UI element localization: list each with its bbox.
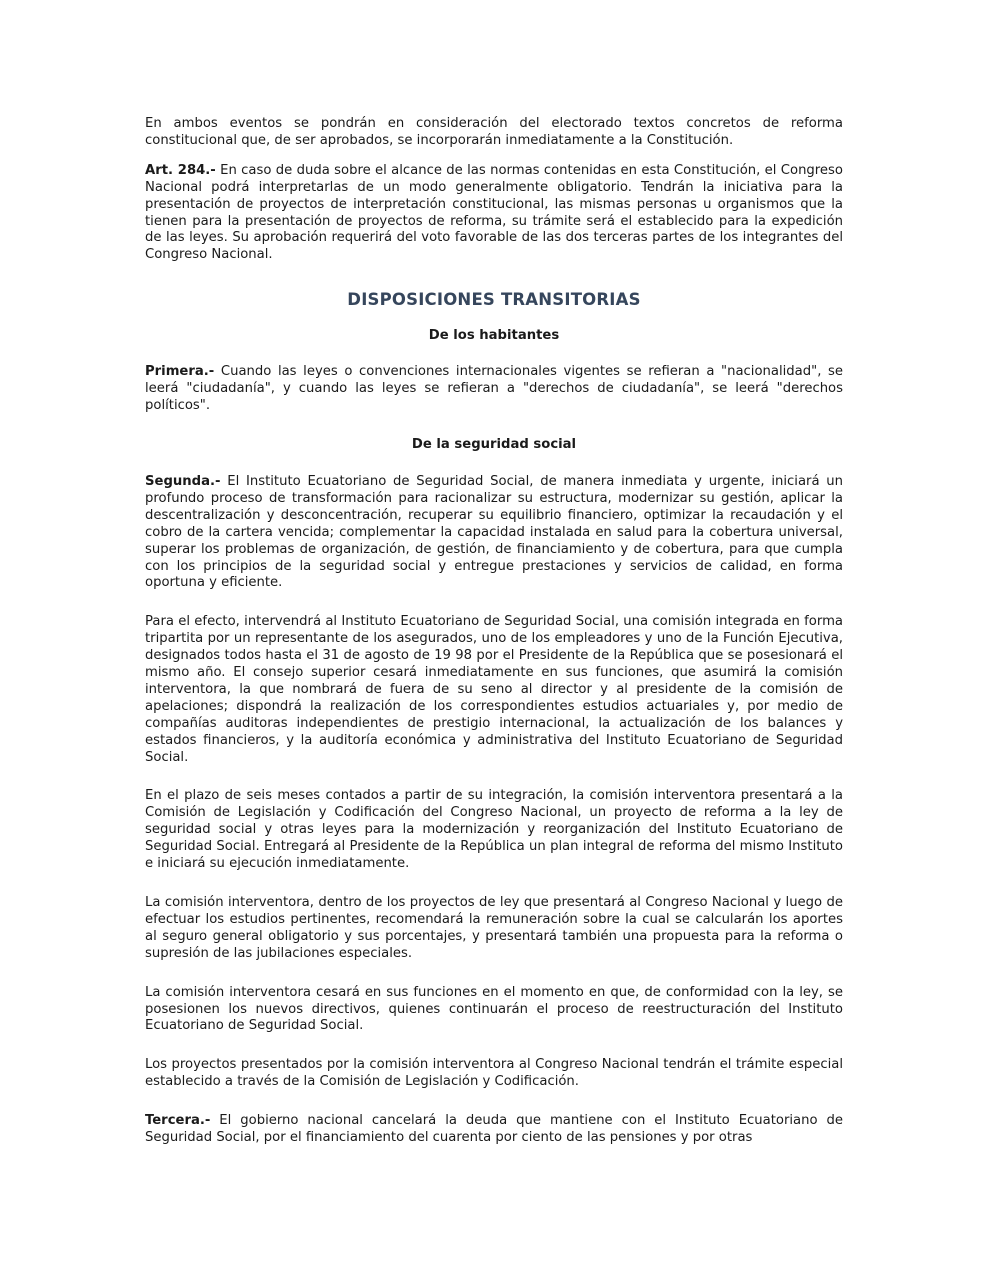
article-text: En caso de duda sobre el alcance de las normas contenidas en esta Constitución, el Congreso Nacional podrá interpretarlas de un modo generalmente obligatorio. Tendrán la iniciativa para la presentación de proyectos de interpretación constitucional, las mismas personas u organismos que la tienen para la presentación de proyectos de reforma, su trámite será el establecido para la expedición de las leyes. Su aprobación requerirá del voto favorable de las dos terceras partes de los integrantes del Congreso Nacional. [145, 162, 843, 263]
disposition-label: Segunda.- [145, 473, 221, 489]
subheading-seguridad-social: De la seguridad social [411, 436, 577, 452]
paragraph-comision-interventora-1: La comisión interventora, dentro de los proyectos de ley que presentará al Congreso Nacional y luego de efectuar los estudios pertinentes, recomendará la remuneración sobre la cual se calcularán los aportes al seguro general obligatorio y sus porcentajes, y presentará también una propuesta para la reforma o supresión de las jubilaciones especiales. [145, 895, 843, 961]
disposition-text: Cuando las leyes o convenciones internacionales vigentes se refieran a "nacionalidad", se leerá "ciudadanía", y cuando las leyes se refieran a "derechos de ciudadanía", se leerá "derechos políticos". [145, 364, 843, 414]
document-page [145, 116, 843, 1147]
paragraph-art-284 [145, 163, 843, 264]
paragraph-primera [145, 364, 843, 415]
paragraph-ambos-eventos: En ambos eventos se pondrán en consideración del electorado textos concretos de reforma constitucional que, de ser aprobados, se incorporarán inmediatamente a la Constitución. [145, 116, 843, 148]
paragraph-comision-interventora-2: La comisión interventora cesará en sus funciones en el momento en que, de conformidad con la ley, se posesionen los nuevos directivos, quienes continuarán el proceso de reestructuración del Instituto Ecuatoriano de Seguridad Social. [145, 984, 843, 1034]
paragraph-tercera [145, 1113, 843, 1147]
paragraph-en-el-plazo: En el plazo de seis meses contados a partir de su integración, la comisión interventora presentará a la Comisión de Legislación y Codificación del Congreso Nacional, un proyecto de reforma a la ley de seguridad social y otras leyes para la modernización y reorganización del Instituto Ecuatoriano de Seguridad Social. Entregará al Presidente de la República un plan integral de reforma del mismo Instituto e iniciará su ejecución inmediatamente. [145, 788, 843, 872]
paragraph-los-proyectos: Los proyectos presentados por la comisión interventora al Congreso Nacional tendrán el trámite especial establecido a través de la Comisión de Legislación y Codificación. [145, 1057, 843, 1090]
paragraph-segunda [145, 474, 843, 592]
article-label: Art. 284.- [145, 162, 216, 178]
disposition-label: Primera.- [145, 364, 215, 380]
paragraph-para-el-efecto: Para el efecto, intervendrá al Instituto Ecuatoriano de Seguridad Social, una comisión integrada en forma tripartita por un representante de los asegurados, uno de los empleadores y uno de la Función Ejecutiva, designados todos hasta el 31 de agosto de 19 98 por el Presidente de la República que se posesionará el mismo año. El consejo superior cesará inmediatamente en sus funciones, que asumirá la comisión interventora, la que nombrará de fuera de su seno al director y al presidente de la comisión de apelaciones; dispondrá la realización de los correspondientes estudios actuariales y, por medio de compañías auditoras independientes de prestigio internacional, la actualización de los balances y estados financieros, y la auditoría económica y administrativa del Instituto Ecuatoriano de Seguridad Social. [145, 614, 843, 765]
section-title: DISPOSICIONES TRANSITORIAS [347, 290, 641, 310]
subheading-habitantes: De los habitantes [428, 328, 560, 344]
disposition-text: El Instituto Ecuatoriano de Seguridad Social, de manera inmediata y urgente, iniciará un profundo proceso de transformación para racionalizar su estructura, modernizar su gestión, aplicar la descentralización y desconcentración, recuperar su equilibrio financiero, optimizar la recaudación y el cobro de la cartera vencida; complementar la capacidad instalada en salud para la cobertura universal, superar los problemas de organización, de gestión, de financiamiento y de cobertura, para que cumpla con los principios de la seguridad social y entregue prestaciones y servicios de calidad, en forma oportuna y eficiente. [145, 473, 843, 591]
disposition-text: El gobierno nacional cancelará la deuda que mantiene con el Instituto Ecuatoriano de Seguridad Social, por el financiamiento del cuarenta por ciento de las pensiones y por otras [145, 1113, 843, 1146]
disposition-label: Tercera.- [145, 1113, 211, 1129]
